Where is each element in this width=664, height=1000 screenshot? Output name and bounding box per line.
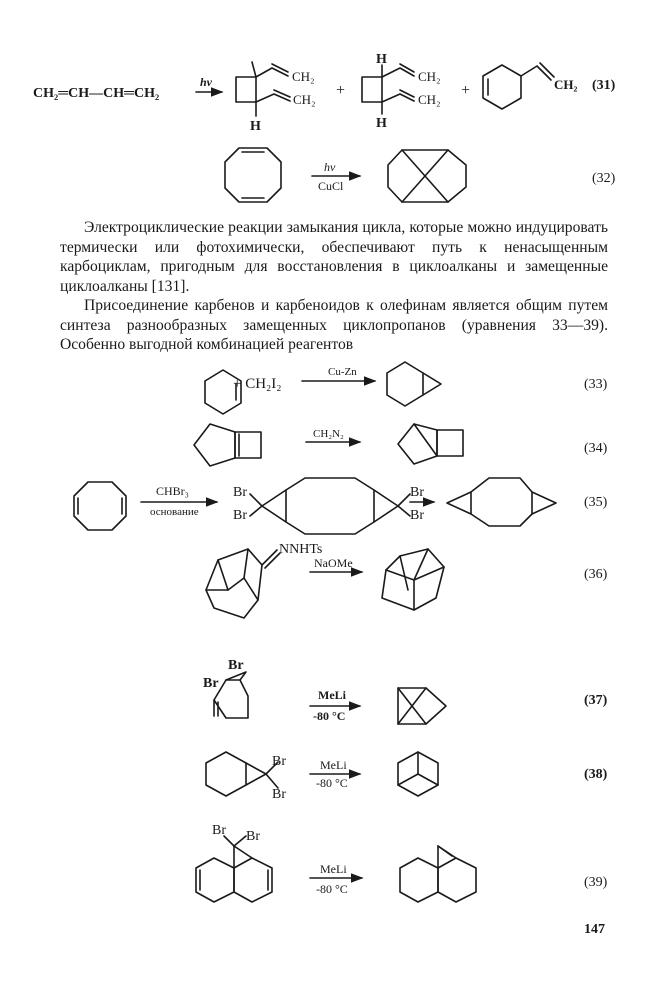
eq31-scheme — [196, 62, 554, 116]
eq31-product-3 — [483, 63, 554, 109]
eq34-reactant — [194, 424, 261, 466]
eq31-p1-ch2-top: CH₂ — [292, 69, 315, 84]
eq38-br-top: Br — [272, 754, 286, 769]
eq31-p2-h-top: H — [376, 52, 387, 67]
eq35-condition-bottom: основание — [150, 506, 199, 518]
eq38-condition-bottom: -80 °C — [316, 776, 348, 790]
eq39-br-left: Br — [212, 823, 226, 838]
eq38-condition-top: MeLi — [320, 758, 347, 772]
eq35-br-left-bottom: Br — [233, 508, 247, 523]
eq38-reactant — [206, 752, 278, 796]
eq39-condition-bottom: -80 °C — [316, 882, 348, 896]
eq31-plus-2: + — [461, 82, 471, 99]
page-number: 147 — [584, 922, 605, 937]
eq31-product-1 — [236, 62, 290, 116]
eq35-br-left-top: Br — [233, 485, 247, 500]
eq32-cyclooctadiene — [225, 148, 281, 202]
eq31-plus-1: + — [336, 82, 346, 99]
eq38-br-bottom: Br — [272, 787, 286, 802]
eq38-product — [398, 752, 438, 796]
eq35-condition-top: CHBr₃ — [156, 484, 189, 498]
eq35-br-right-bottom: Br — [410, 508, 424, 523]
eq35-scheme — [74, 478, 556, 534]
eq33-norcarane — [387, 362, 441, 406]
eq37-br-top: Br — [228, 658, 244, 673]
eq36-reactant — [206, 549, 280, 618]
eq31-p2-ch2-top: CH₂ — [418, 69, 441, 84]
paragraph-electrocyclic: Электроциклические реакции замыкания цикла, которые можно индуцировать термически или фотохимически, обеспечивают путь к ненасыщенным карбоциклам, пригодным для восстановления в циклоалканы и замещенные циклоалканы [131]. — [60, 219, 608, 295]
eq31-number: (31) — [592, 78, 616, 93]
eq31-reactant: CH₂═CH—CH═CH₂ — [33, 86, 160, 101]
eq31-p3-ch2: CH₂ — [554, 77, 578, 92]
eq37-condition-bottom: -80 °C — [313, 709, 346, 723]
eq31-p2-h-bottom: H — [376, 116, 387, 131]
eq32-number: (32) — [592, 171, 616, 186]
eq32-condition-bottom: CuCl — [318, 179, 344, 193]
eq33-number: (33) — [584, 377, 608, 392]
eq34-product — [398, 424, 463, 464]
eq31-p2-ch2-bottom: CH₂ — [418, 92, 441, 107]
eq35-number: (35) — [584, 495, 608, 510]
eq36-substituent: NNHTs — [279, 542, 323, 557]
eq32-scheme — [225, 148, 466, 202]
eq31-product-2 — [362, 64, 414, 114]
eq37-product — [398, 688, 446, 724]
eq36-number: (36) — [584, 567, 608, 582]
eq36-product — [382, 549, 444, 610]
eq34-number: (34) — [584, 441, 608, 456]
eq35-br-right-top: Br — [410, 485, 424, 500]
eq37-reactant — [214, 672, 248, 718]
eq35-cyclooctadiene — [74, 482, 126, 530]
eq33-reagent: + CH₂I₂ — [233, 376, 282, 392]
eq37-condition-top: MeLi — [318, 688, 346, 702]
paragraph-carbene: Присоединение карбенов и карбеноидов к олефинам является общим путем синтеза разнообразных замещенных циклопропанов (уравнения 33—39). Особенно выгодной комбинацией реагентов — [60, 297, 608, 353]
eq34-condition: CH₂N₂ — [313, 428, 344, 440]
eq39-number: (39) — [584, 875, 608, 890]
eq38-number: (38) — [584, 767, 608, 782]
eq32-condition-top: hν — [324, 160, 336, 174]
eq37-number: (37) — [584, 693, 608, 708]
eq35-product — [447, 478, 556, 526]
eq32-product — [388, 150, 466, 202]
eq33-condition: Cu-Zn — [328, 366, 357, 378]
eq39-br-right: Br — [246, 829, 260, 844]
eq31-condition: hν — [200, 75, 212, 89]
eq39-product — [400, 846, 476, 902]
eq39-condition-top: MeLi — [320, 862, 347, 876]
eq31-p1-h: H — [250, 119, 261, 134]
eq31-p1-ch2-bottom: CH₂ — [293, 92, 316, 107]
eq39-reactant — [196, 836, 272, 902]
eq35-dibromo-product — [250, 478, 410, 534]
eq36-condition: NaOMe — [314, 556, 353, 570]
eq37-br-left: Br — [203, 676, 219, 691]
